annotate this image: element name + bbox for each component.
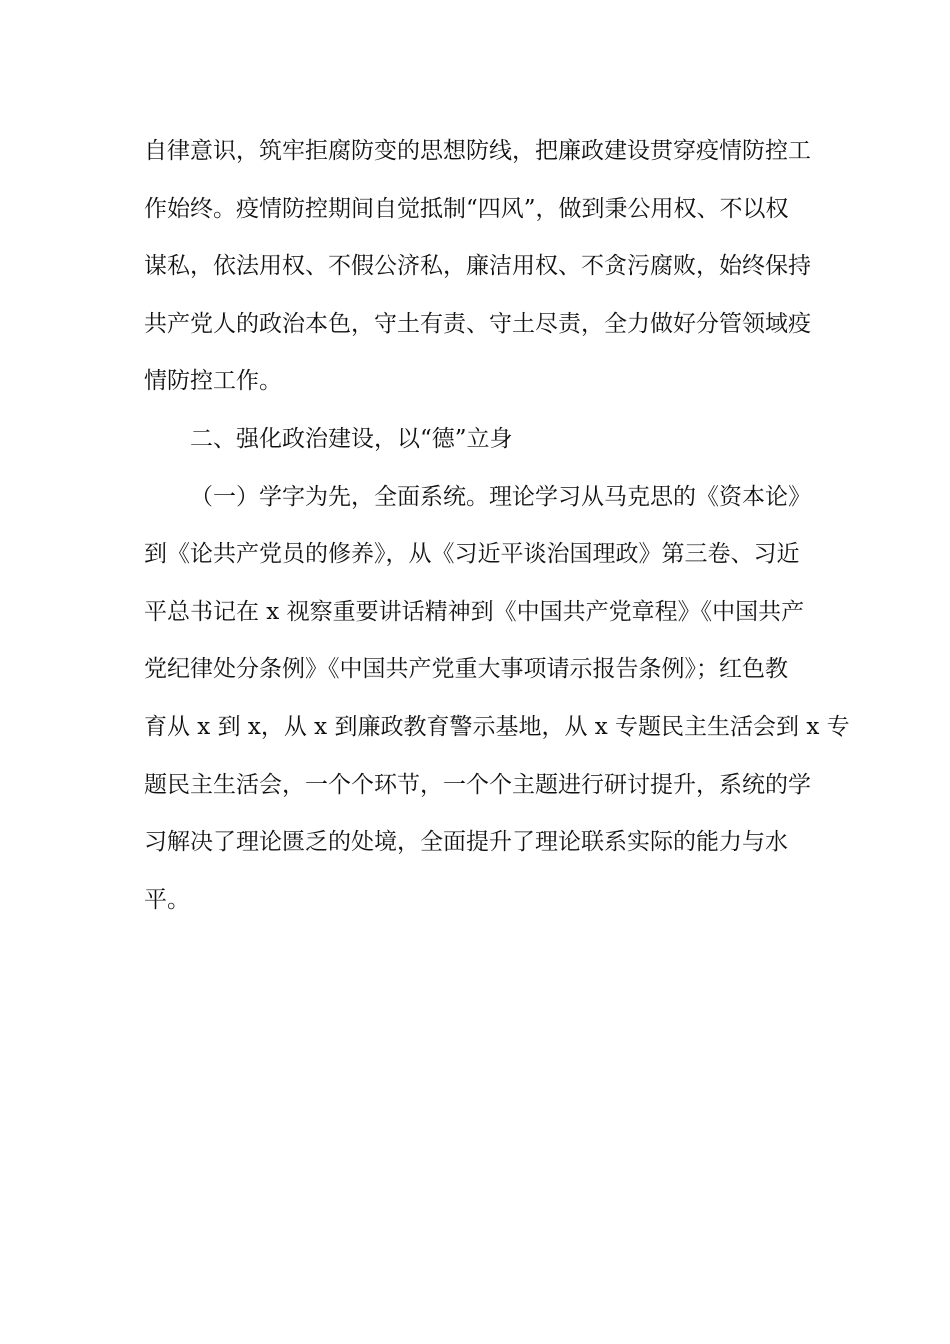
text-line: 自律意识，筑牢拒腐防变的思想防线，把廉政建设贯穿疫情防控工 [144,138,811,164]
paragraph-study [144,469,850,930]
text-line: 党纪律处分条例》《中国共产党重大事项请示报告条例》；红色教 [144,656,788,683]
text-line: 平。 [144,886,190,913]
text-line: 谋私，依法用权、不假公济私，廉洁用权、不贪污腐败，始终保持 [144,253,811,280]
document-body [144,123,850,929]
text-line: 育从 x 到 x，从 x 到廉政教育警示基地，从 x 专题民主生活会到 x 专 [144,713,850,740]
text-line: 习解决了理论匮乏的处境，全面提升了理论联系实际的能力与水 [144,829,788,856]
text-line: 题民主生活会，一个个环节，一个个主题进行研讨提升，系统的学 [144,771,811,798]
section-heading: 二、强化政治建设，以“德”立身 [190,425,513,452]
text-line: 情防控工作。 [144,368,282,395]
text-line: 共产党人的政治本色，守土有责、守土尽责，全力做好分管领域疫 [144,310,811,337]
paragraph-anti-corruption [144,123,809,411]
text-line: 到《论共产党员的修养》，从《习近平谈治国理政》第三卷、习近 [144,541,800,568]
text-line: 平总书记在 x 视察重要讲话精神到《中国共产党章程》《中国共产 [144,598,805,625]
text-line: （一）学字为先，全面系统。理论学习从马克思的《资本论》 [190,483,811,510]
text-line: 作始终。疫情防控期间自觉抵制“四风”，做到秉公用权、不以权 [144,195,789,222]
